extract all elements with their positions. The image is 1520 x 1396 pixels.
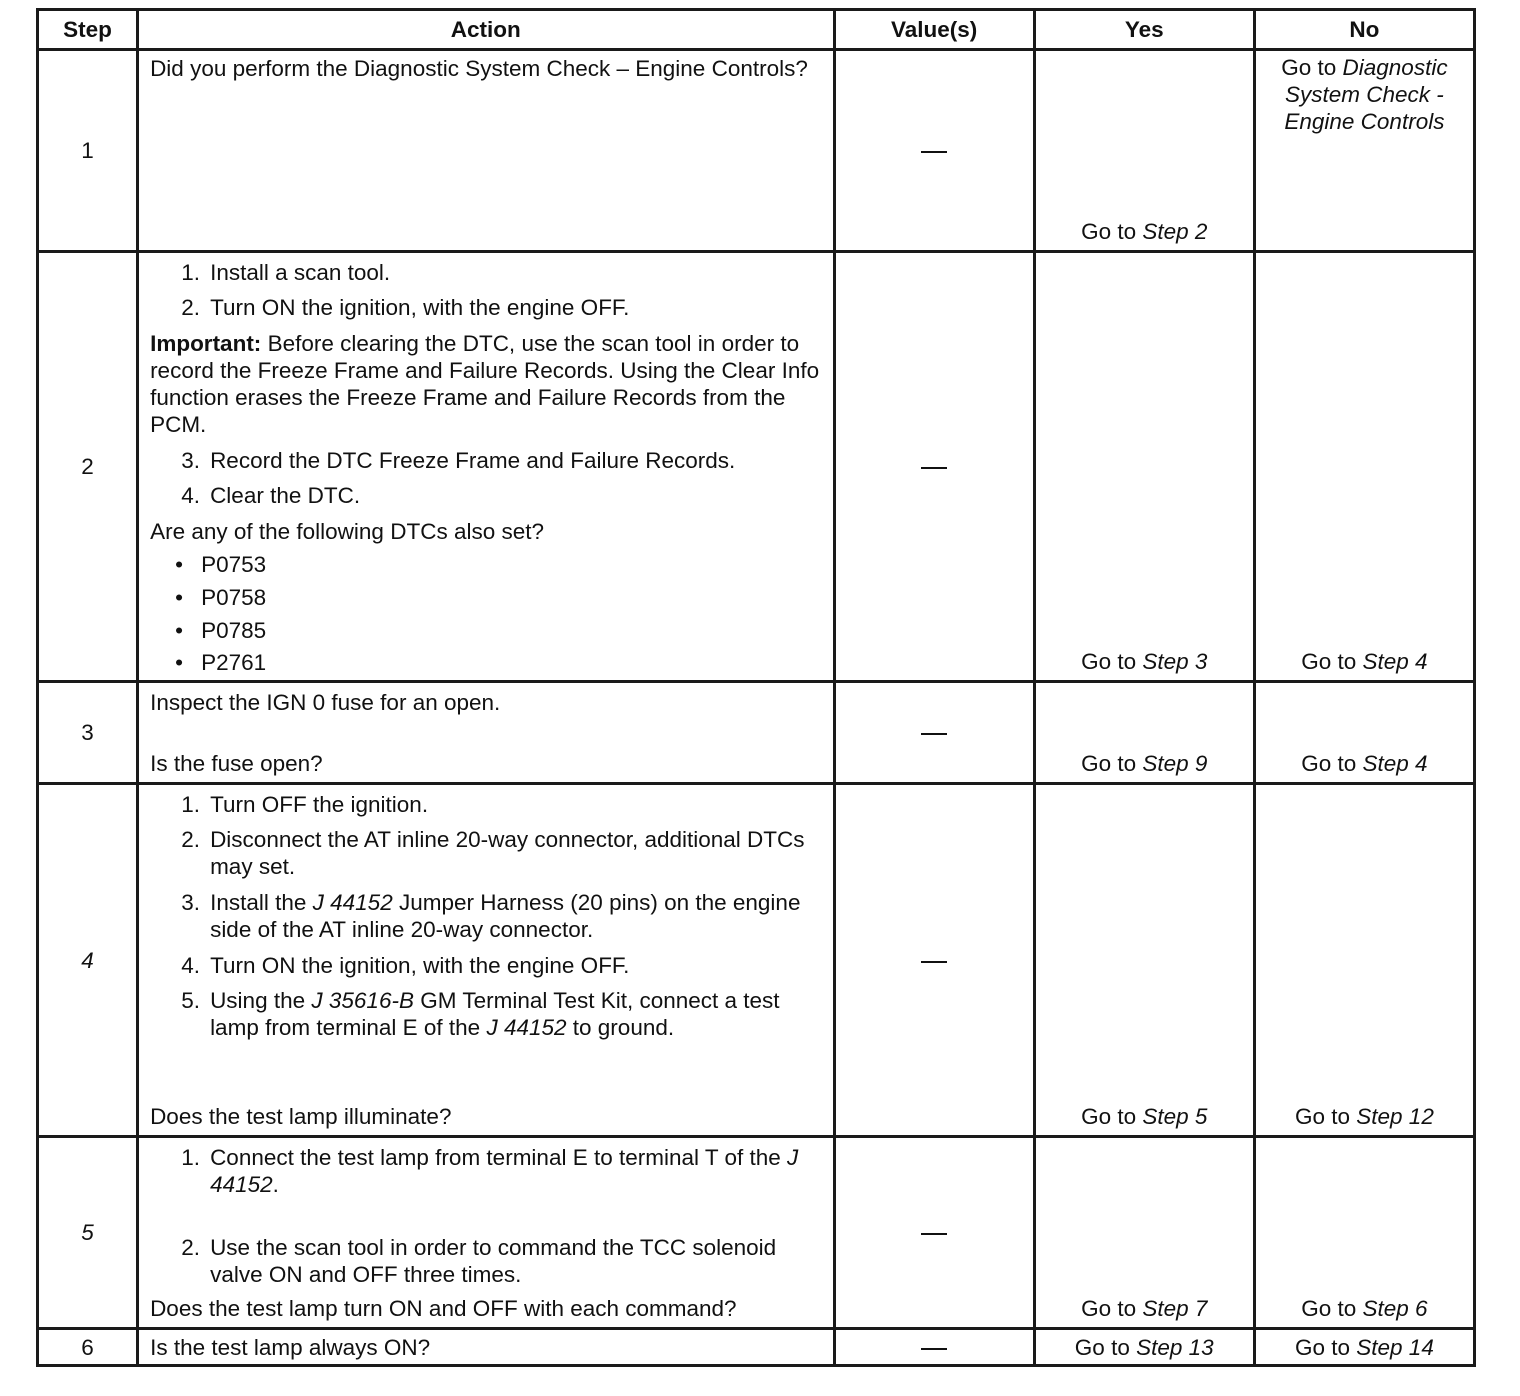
- action-question: Does the test lamp illuminate?: [150, 1104, 452, 1129]
- header-row: [38, 10, 1475, 50]
- goto-prefix: Go to: [1081, 219, 1137, 244]
- dash-mark: [921, 733, 947, 735]
- action-question: Are any of the following DTCs also set?: [150, 519, 544, 544]
- goto-prefix: Go to: [1294, 1334, 1350, 1360]
- action-item: 1. Turn OFF the ignition.: [181, 792, 429, 817]
- dash-mark: [921, 1348, 947, 1350]
- header-action: Action: [138, 10, 834, 50]
- no-cell: [1254, 50, 1474, 252]
- no-target-link[interactable]: Diagnostic System Check - Engine Controls: [1284, 55, 1448, 134]
- tool-ref: J 35616-B: [311, 988, 414, 1013]
- yes-target-link[interactable]: Step 2: [1142, 219, 1208, 244]
- tool-ref: J 44152: [486, 1015, 567, 1040]
- no-cell: [1254, 1137, 1474, 1329]
- action-item: 3. Install the J 44152 Jumper Harness (20 pins) on the engine side of the AT inline 20-way connector.: [181, 890, 801, 942]
- action-item: 2. Turn ON the ignition, with the engine OFF.: [181, 295, 630, 320]
- tool-ref: J 44152: [210, 1145, 799, 1197]
- dash-mark: [921, 467, 947, 469]
- action-question: Is the fuse open?: [150, 751, 323, 776]
- goto-prefix: Go to: [1294, 1104, 1350, 1129]
- header-step: Step: [38, 10, 138, 50]
- header-values: Value(s): [834, 10, 1034, 50]
- no-cell: [1254, 1329, 1474, 1366]
- dash-mark: [921, 1233, 947, 1235]
- yes-target-link[interactable]: Step 5: [1142, 1104, 1208, 1129]
- no-cell: [1254, 784, 1474, 1137]
- value-cell: [834, 1329, 1034, 1366]
- table-row: [38, 1329, 1475, 1366]
- goto-prefix: Go to: [1281, 55, 1337, 80]
- header-no: No: [1254, 10, 1474, 50]
- yes-target-link[interactable]: Step 9: [1142, 751, 1208, 776]
- value-cell: [834, 252, 1034, 682]
- action-cell: [138, 252, 834, 682]
- value-cell: [834, 682, 1034, 784]
- dash-mark: [921, 961, 947, 963]
- action-question: Is the test lamp always ON?: [150, 1334, 431, 1360]
- action-cell: [138, 682, 834, 784]
- dtc-item: • P2761: [175, 650, 267, 675]
- goto-prefix: Go to: [1301, 1296, 1357, 1321]
- action-item: 2. Use the scan tool in order to command the TCC solenoid valve ON and OFF three times.: [181, 1235, 777, 1287]
- no-target-link[interactable]: Step 4: [1362, 751, 1428, 776]
- action-cell: [138, 1137, 834, 1329]
- important-note: [150, 330, 822, 438]
- tool-ref: J 44152: [312, 890, 393, 915]
- goto-prefix: Go to: [1081, 1296, 1137, 1321]
- dtc-item: • P0758: [175, 585, 267, 610]
- value-cell: [834, 784, 1034, 1137]
- diagnostic-table: [36, 8, 1476, 1367]
- step-number: 6: [38, 1329, 138, 1366]
- dash-mark: [921, 151, 947, 153]
- goto-prefix: Go to: [1074, 1334, 1130, 1360]
- value-cell: [834, 50, 1034, 252]
- action-item: 4. Turn ON the ignition, with the engine OFF.: [181, 953, 630, 978]
- yes-cell: [1034, 682, 1254, 784]
- goto-prefix: Go to: [1081, 1104, 1137, 1129]
- action-cell: [138, 50, 834, 252]
- table-row: [38, 50, 1475, 252]
- action-text: Inspect the IGN 0 fuse for an open.: [150, 690, 501, 715]
- action-item: 1. Connect the test lamp from terminal E to terminal T of the J 44152.: [181, 1145, 799, 1197]
- yes-target-link[interactable]: Step 3: [1142, 649, 1208, 674]
- yes-cell: [1034, 784, 1254, 1137]
- action-cell: [138, 784, 834, 1137]
- yes-target-link[interactable]: Step 7: [1142, 1296, 1208, 1321]
- yes-cell: [1034, 50, 1254, 252]
- step-number: 2: [38, 252, 138, 682]
- action-item: 5. Using the J 35616-B GM Terminal Test Kit, connect a test lamp from terminal E of the J 44152 to ground.: [181, 988, 780, 1040]
- step-number: 4: [38, 784, 138, 1137]
- dtc-item: • P0785: [175, 618, 267, 643]
- action-cell: [138, 1329, 834, 1366]
- step-number: 1: [38, 50, 138, 252]
- important-text: Before clearing the DTC, use the scan tool in order to record the Freeze Frame and Failure Records. Using the Clear Info function erases the Freeze Frame and Failure Records from the PCM.: [150, 331, 820, 437]
- yes-cell: [1034, 1329, 1254, 1366]
- table-row: [38, 784, 1475, 1137]
- no-target-link[interactable]: Step 6: [1362, 1296, 1428, 1321]
- step-number: 3: [38, 682, 138, 784]
- no-cell: [1254, 252, 1474, 682]
- action-question: Did you perform the Diagnostic System Check – Engine Controls?: [150, 56, 808, 81]
- goto-prefix: Go to: [1301, 649, 1357, 674]
- table-row: [38, 1137, 1475, 1329]
- action-question: Does the test lamp turn ON and OFF with each command?: [150, 1296, 737, 1321]
- yes-cell: [1034, 1137, 1254, 1329]
- goto-prefix: Go to: [1081, 649, 1137, 674]
- no-target-link[interactable]: Step 4: [1362, 649, 1428, 674]
- dtc-item: • P0753: [175, 552, 267, 577]
- action-item: 1. Install a scan tool.: [181, 260, 391, 285]
- important-label: Important:: [150, 331, 262, 356]
- goto-prefix: Go to: [1301, 751, 1357, 776]
- step-number: 5: [38, 1137, 138, 1329]
- action-item: 3. Record the DTC Freeze Frame and Failure Records.: [181, 448, 736, 473]
- yes-cell: [1034, 252, 1254, 682]
- action-item: 4. Clear the DTC.: [181, 483, 361, 508]
- header-yes: Yes: [1034, 10, 1254, 50]
- action-item: 2. Disconnect the AT inline 20-way connector, additional DTCs may set.: [181, 827, 805, 879]
- goto-prefix: Go to: [1081, 751, 1137, 776]
- yes-target-link[interactable]: Step 13: [1136, 1334, 1214, 1360]
- table-row: [38, 682, 1475, 784]
- value-cell: [834, 1137, 1034, 1329]
- table-row: [38, 252, 1475, 682]
- no-cell: [1254, 682, 1474, 784]
- no-target-link[interactable]: Step 14: [1356, 1334, 1434, 1360]
- no-target-link[interactable]: Step 12: [1356, 1104, 1434, 1129]
